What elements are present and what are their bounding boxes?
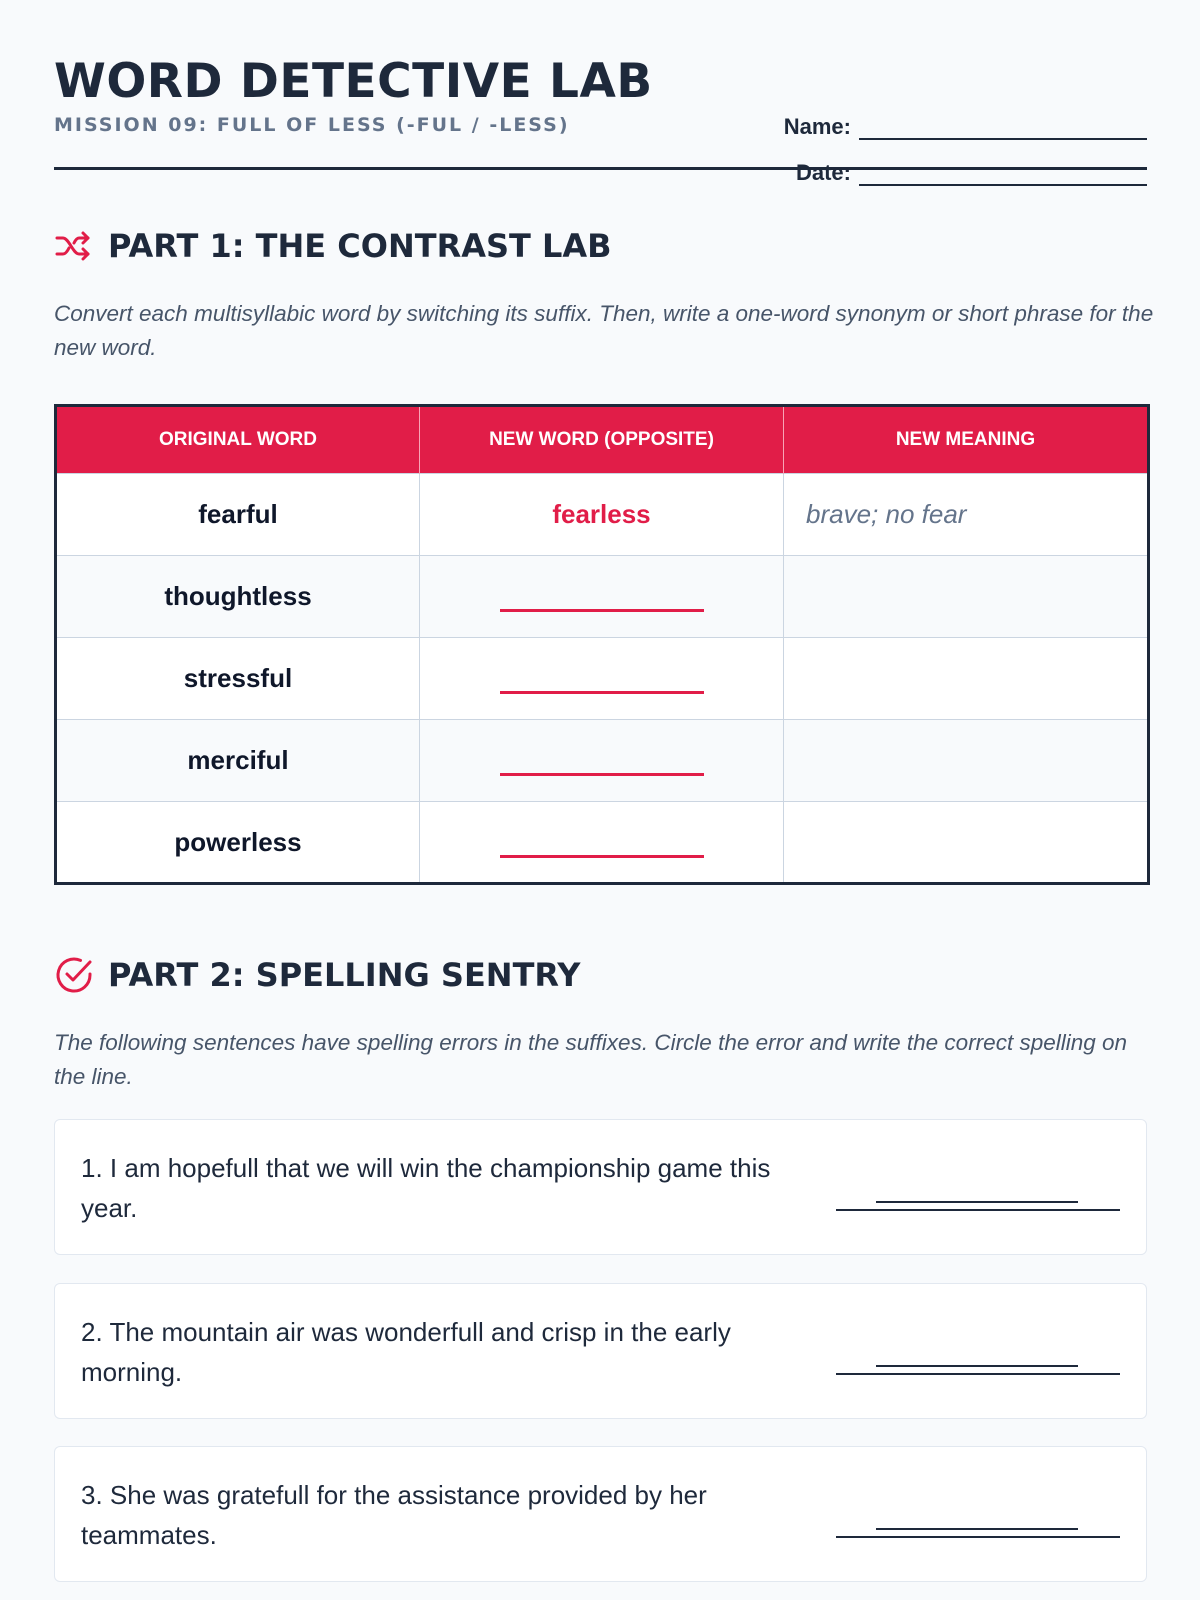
sentence-card: [54, 1283, 1147, 1419]
answer-line-inner: [876, 1195, 1078, 1203]
table-row: [56, 638, 1149, 720]
date-label: Date:: [795, 160, 851, 185]
date-field[interactable]: [796, 156, 1147, 186]
shuffle-icon: [54, 226, 94, 266]
part2-title: PART 2: SPELLING SENTRY: [108, 956, 581, 994]
part1-title: PART 1: THE CONTRAST LAB: [108, 227, 612, 265]
page-title: WORD DETECTIVE LAB: [54, 54, 653, 109]
name-input-line[interactable]: [859, 116, 1147, 140]
sentence-text: 2. The mountain air was wonderfull and crisp in the early morning.: [81, 1317, 731, 1387]
table-row: [56, 474, 1149, 556]
new-word-blank[interactable]: [500, 590, 704, 612]
new-word-cell[interactable]: [420, 556, 784, 638]
table-row: [56, 720, 1149, 802]
part1-heading: [54, 226, 612, 266]
worksheet-header: [54, 52, 1147, 185]
new-word-blank[interactable]: [500, 836, 704, 858]
answer-line-inner: [876, 1359, 1078, 1367]
part2-instructions: The following sentences have spelling errors in the suffixes. Circle the error and write the correct spelling on the line.: [54, 1030, 1128, 1089]
check-circle-icon: [54, 955, 94, 995]
column-header-new-word: NEW WORD (OPPOSITE): [420, 406, 784, 474]
answer-line[interactable]: [836, 1522, 1120, 1538]
column-header-meaning: NEW MEANING: [784, 406, 1149, 474]
table-row: [56, 556, 1149, 638]
column-header-original: ORIGINAL WORD: [56, 406, 420, 474]
meaning-cell[interactable]: [784, 720, 1149, 802]
original-word: fearful: [56, 474, 420, 556]
date-input-line[interactable]: [859, 162, 1147, 186]
new-word-answer: fearless: [420, 474, 784, 556]
meaning-answer: brave; no fear: [784, 474, 1149, 556]
answer-line-inner: [876, 1522, 1078, 1530]
part1-instructions: Convert each multisyllabic word by switching its suffix. Then, write a one-word synonym or short phrase for the new word.: [54, 301, 1154, 360]
new-word-blank[interactable]: [500, 672, 704, 694]
part2-heading: [54, 955, 580, 995]
table-header-row: [56, 406, 1149, 474]
original-word: powerless: [56, 802, 420, 884]
new-word-cell[interactable]: [420, 802, 784, 884]
original-word: merciful: [56, 720, 420, 802]
original-word: thoughtless: [56, 556, 420, 638]
sentence-text: 3. She was gratefull for the assistance provided by her teammates.: [81, 1480, 707, 1550]
answer-line[interactable]: [836, 1359, 1120, 1375]
contrast-table: [54, 404, 1150, 885]
new-word-blank[interactable]: [500, 754, 704, 776]
name-field[interactable]: [784, 110, 1147, 140]
original-word: stressful: [56, 638, 420, 720]
meaning-cell[interactable]: [784, 556, 1149, 638]
page-subtitle: MISSION 09: FULL OF LESS (-FUL / -LESS): [54, 114, 570, 136]
sentence-card: [54, 1446, 1147, 1582]
new-word-cell[interactable]: [420, 638, 784, 720]
table-row: [56, 802, 1149, 884]
meaning-cell[interactable]: [784, 802, 1149, 884]
answer-line[interactable]: [836, 1195, 1120, 1211]
new-word-cell[interactable]: [420, 720, 784, 802]
sentence-text: 1. I am hopefull that we will win the championship game this year.: [81, 1153, 771, 1223]
name-label: Name:: [783, 114, 851, 139]
meaning-cell[interactable]: [784, 638, 1149, 720]
sentence-card: [54, 1119, 1147, 1255]
